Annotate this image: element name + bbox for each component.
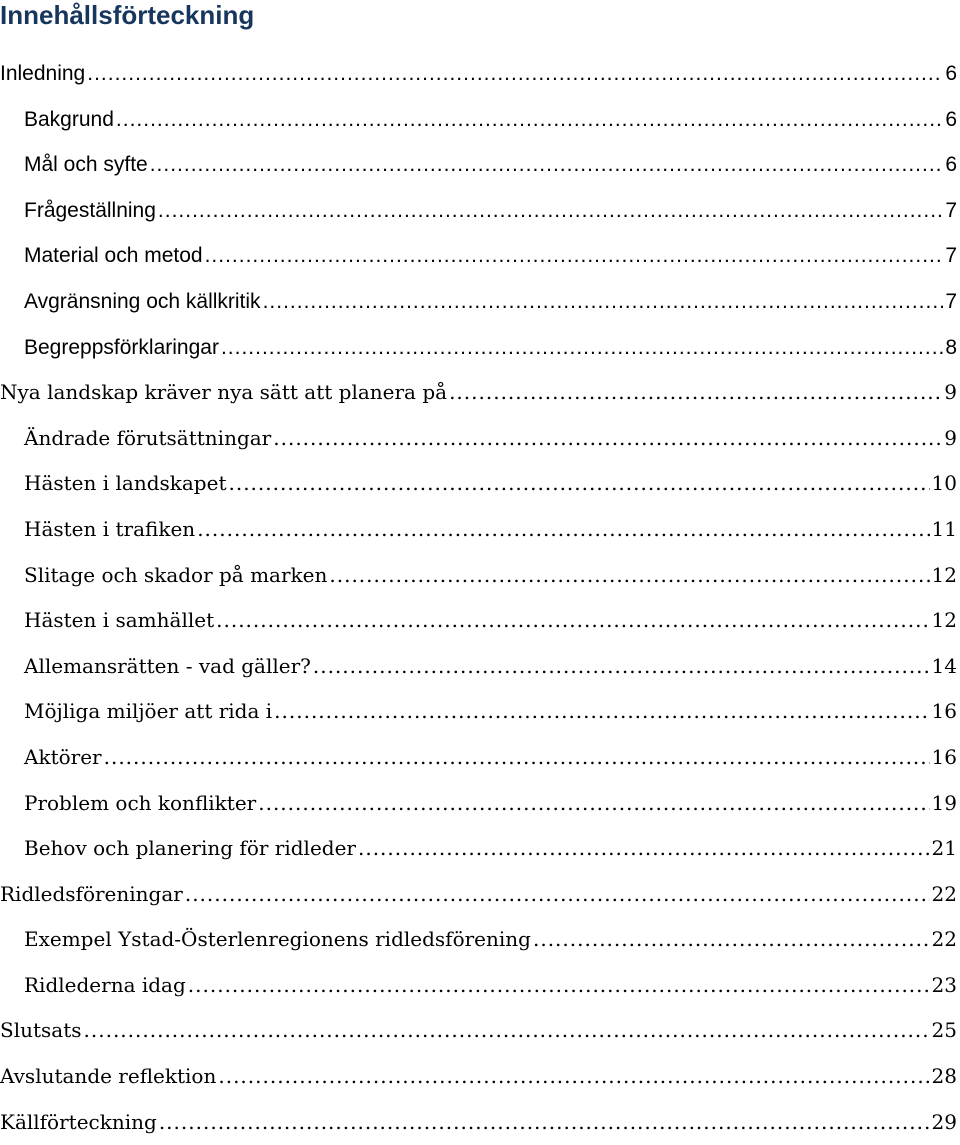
toc-entry-page-number: 19 (931, 790, 957, 815)
toc-entry[interactable] (0, 735, 957, 781)
toc-entry-title: Inledning (0, 62, 86, 85)
dot-leader (159, 1100, 930, 1145)
dot-leader (273, 416, 942, 462)
toc-entry-title: Begreppsförklaringar (24, 335, 219, 359)
toc-entry-page-number: 22 (931, 927, 957, 952)
toc-entry[interactable] (0, 644, 957, 690)
toc-entry-page-number: 22 (931, 881, 957, 906)
toc-entry-title: Bakgrund (24, 107, 114, 131)
dot-leader (104, 735, 930, 781)
toc-entry-page-number: 6 (945, 107, 957, 131)
dot-leader (329, 553, 929, 599)
toc-entry-page-number: 16 (931, 744, 957, 769)
toc-entry-title: Avgränsning och källkritik (24, 289, 261, 313)
toc-entry[interactable] (0, 689, 957, 735)
toc-entry-page-number: 21 (931, 836, 957, 861)
toc-entry-page-number: 28 (931, 1064, 957, 1089)
toc-entry-title: Slutsats (0, 1018, 82, 1043)
dot-leader (216, 598, 929, 644)
toc-entry-page-number: 6 (945, 153, 957, 177)
toc-entry-page-number: 29 (931, 1109, 957, 1134)
toc-entry-page-number: 14 (931, 653, 957, 678)
toc-entry[interactable] (0, 917, 957, 963)
toc-entry-title: Ridledsföreningar (0, 881, 183, 906)
toc-entry-title: Möjliga miljöer att rida i (24, 699, 273, 724)
toc-entry-title: Aktörer (24, 744, 102, 769)
toc-entry[interactable] (0, 188, 957, 234)
toc-entry-page-number: 9 (944, 380, 957, 405)
toc-entry[interactable] (0, 279, 957, 325)
dot-leader (221, 325, 943, 371)
dot-leader (258, 781, 929, 827)
toc-entry-title: Hästen i landskapet (24, 471, 227, 496)
toc-entry-title: Exempel Ystad-Österlenregionens ridledsförening (24, 927, 531, 952)
toc-entry[interactable] (0, 781, 957, 827)
toc-entry-title: Hästen i trafiken (24, 516, 196, 541)
toc-entry-title: Avslutande reflektion (0, 1064, 217, 1089)
toc-entry-page-number: 11 (931, 516, 957, 541)
toc-entry[interactable] (0, 872, 957, 918)
toc-entry[interactable] (0, 416, 957, 462)
toc-entry[interactable] (0, 325, 957, 371)
dot-leader (205, 233, 944, 279)
dot-leader (228, 461, 929, 507)
dot-leader (188, 963, 930, 1009)
toc-entry[interactable] (0, 51, 957, 97)
toc-entry-page-number: 12 (931, 608, 957, 633)
dot-leader (218, 1054, 929, 1100)
toc-entry[interactable] (0, 461, 957, 507)
toc-entry-title: Hästen i samhället (24, 608, 215, 633)
toc-entry-title: Mål och syfte (24, 153, 148, 177)
dot-leader (263, 279, 944, 325)
toc-entry[interactable] (0, 1100, 957, 1145)
toc-entry-title: Ändrade förutsättningar (24, 425, 272, 450)
toc-entry[interactable] (0, 142, 957, 188)
toc-entry[interactable] (0, 233, 957, 279)
toc-entry-page-number: 8 (945, 335, 957, 359)
toc-entry[interactable] (0, 370, 957, 416)
dot-leader (150, 142, 944, 188)
toc-entry-title: Nya landskap kräver nya sätt att planera på (0, 380, 448, 405)
toc-entry-title: Frågeställning (24, 198, 156, 222)
toc-entry[interactable] (0, 507, 957, 553)
dot-leader (274, 689, 929, 735)
dot-leader (449, 370, 942, 416)
toc-entry-page-number: 7 (945, 289, 957, 313)
toc-list (0, 51, 957, 1145)
toc-entry-title: Allemansrätten - vad gäller? (24, 653, 311, 678)
dot-leader (84, 1008, 930, 1054)
toc-entry-title: Källförteckning (0, 1109, 157, 1134)
dot-leader (197, 507, 929, 553)
toc-entry[interactable] (0, 97, 957, 143)
toc-entry-page-number: 6 (945, 62, 957, 85)
dot-leader (358, 826, 930, 872)
toc-entry-page-number: 7 (945, 244, 957, 268)
dot-leader (185, 872, 930, 918)
toc-entry-page-number: 7 (945, 198, 957, 222)
toc-entry-page-number: 16 (931, 699, 957, 724)
toc-entry[interactable] (0, 598, 957, 644)
toc-entry-title: Ridlederna idag (24, 972, 186, 997)
toc-entry[interactable] (0, 553, 957, 599)
dot-leader (158, 188, 943, 234)
toc-entry-page-number: 9 (944, 425, 957, 450)
dot-leader (87, 51, 943, 97)
toc-entry[interactable] (0, 963, 957, 1009)
toc-entry-page-number: 25 (931, 1018, 957, 1043)
toc-entry-title: Material och metod (24, 244, 203, 268)
toc-entry-title: Behov och planering för ridleder (24, 836, 356, 861)
toc-entry-title: Slitage och skador på marken (24, 562, 328, 587)
dot-leader (116, 97, 943, 143)
toc-entry-page-number: 23 (931, 972, 957, 997)
dot-leader (533, 917, 930, 963)
toc-title: Innehållsförteckning (0, 0, 255, 30)
toc-entry[interactable] (0, 1008, 957, 1054)
toc-entry-page-number: 10 (931, 471, 957, 496)
toc-entry-title: Problem och konflikter (24, 790, 257, 815)
toc-entry[interactable] (0, 826, 957, 872)
toc-entry[interactable] (0, 1054, 957, 1100)
dot-leader (313, 644, 930, 690)
toc-entry-page-number: 12 (931, 562, 957, 587)
